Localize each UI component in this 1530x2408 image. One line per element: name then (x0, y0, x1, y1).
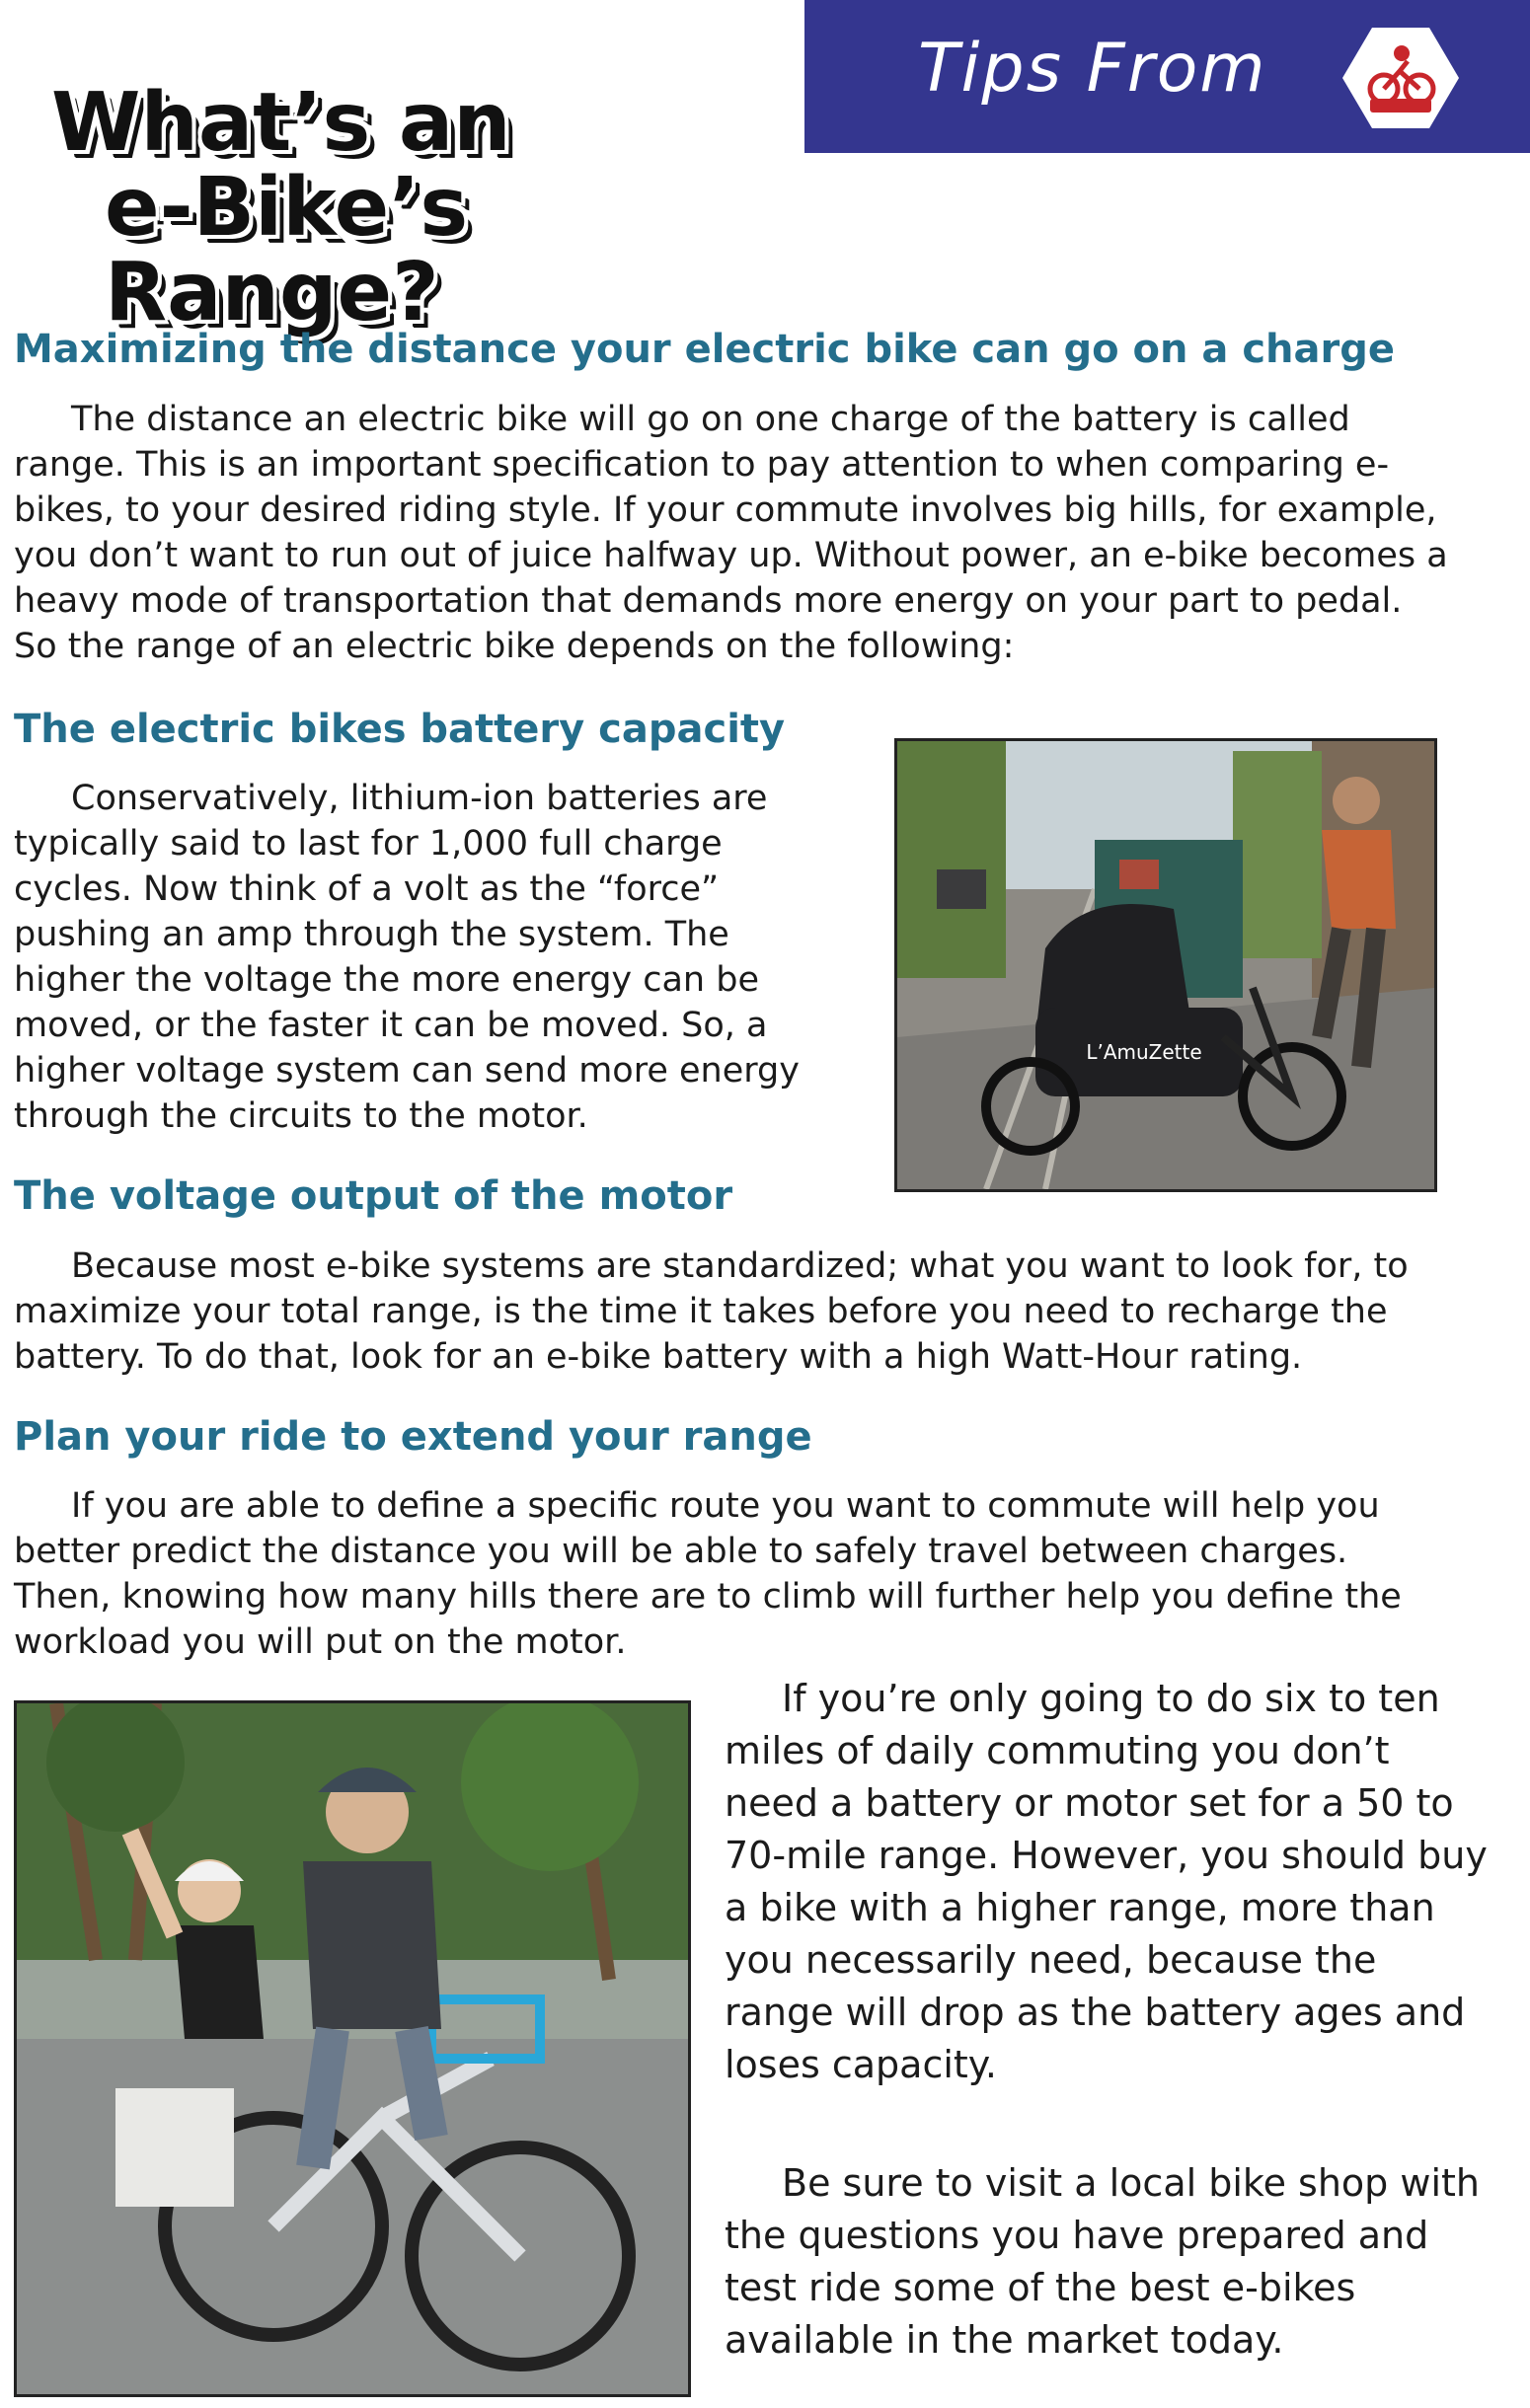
banner-text: Tips From (918, 30, 1267, 108)
cargo-bike-sign: L’AmuZette (1086, 1040, 1202, 1064)
section-body-maximizing: The distance an electric bike will go on one charge of the battery is called range. This is an important specification to pay attention to when comparing e-bikes, to your desired riding style. If your commute involves big hills, for example, you don’t want to run out of juice halfway up. Without power, an e-bike becomes a heavy mode of transportation that demands more energy on your part to pedal. So the range of an electric bike depends on the following: (14, 400, 1448, 666)
section-heading-maximizing: Maximizing the distance your electric bike can go on a charge (14, 327, 1395, 372)
closing-paragraph-2: Be sure to visit a local bike shop with the questions you have prepared and test ride some of the best e-bikes available in the market today. (725, 2161, 1480, 2362)
riders-photo (14, 1700, 691, 2397)
bike-shop-logo-icon (1342, 28, 1459, 128)
closing-paragraph-1: If you’re only going to do six to ten miles of daily commuting you don’t need a battery or motor set for a 50 to 70-mile range. However, you should buy a bike with a higher range, more than you necessarily need, because the range will drop as the battery ages and loses capacity. (725, 1677, 1488, 2086)
title-line-1: What’s an (51, 76, 511, 170)
section-heading-voltage: The voltage output of the motor (14, 1173, 733, 1219)
section-heading-plan: Plan your ride to extend your range (14, 1414, 812, 1460)
section-body-voltage: Because most e-bike systems are standardized; what you want to look for, to maximize your total range, is the time it takes before you need to recharge the battery. To do that, look for an e-bike battery with a high Watt-Hour rating. (14, 1246, 1409, 1377)
section-body-plan: If you are able to define a specific route you want to commute will help you better predict the distance you will be able to safely travel between charges. Then, knowing how many hills there are to climb will further help you define the workload you will put on the motor. (14, 1486, 1402, 1662)
section-heading-battery: The electric bikes battery capacity (14, 707, 786, 752)
page-title (51, 76, 802, 339)
header-banner (804, 0, 1530, 153)
title-line-2: e-Bike’s Range? (105, 161, 469, 339)
cargo-bike-photo (894, 738, 1437, 1192)
section-body-battery: Conservatively, lithium-ion batteries are typically said to last for 1,000 full charge cycles. Now think of a volt as the “force” pushing an amp through the system. The higher the voltage the more energy can be moved, or the faster it can be moved. So, a higher voltage system can send more energy through the circuits to the motor. (14, 779, 800, 1136)
